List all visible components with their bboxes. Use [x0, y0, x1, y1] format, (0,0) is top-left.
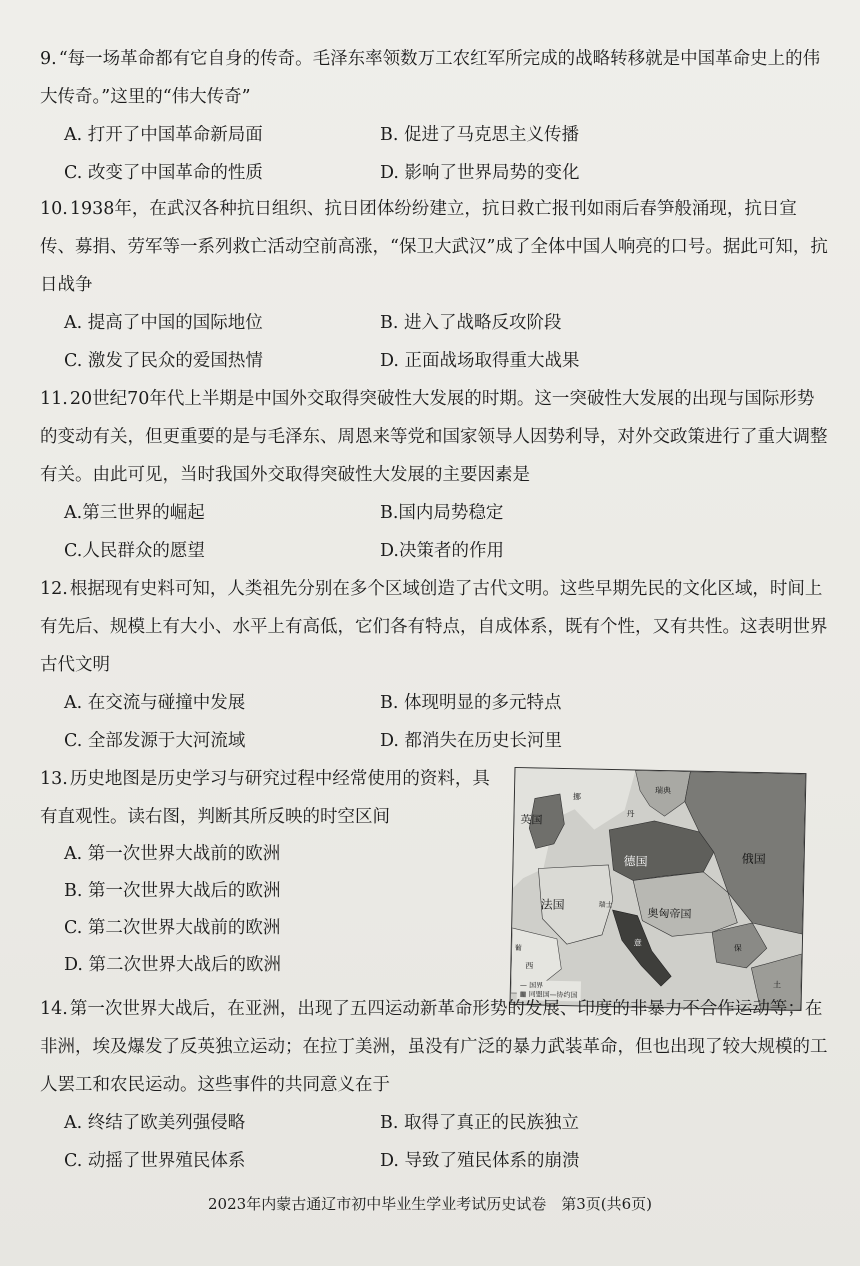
- question-stem: [40, 40, 830, 116]
- option-c[interactable]: C. 全部发源于大河流域: [64, 731, 246, 751]
- question-number: 14.: [40, 999, 68, 1019]
- question-text: 20世纪70年代上半期是中国外交取得突破性大发展的时期。这一突破性大发展的出现与国际形势的变动有关，但更重要的是与毛泽东、周恩来等党和国家领导人因势利导，对外交政策进行了重大调整有关。由此可见，当时我国外交取得突破性大发展的主要因素是: [40, 389, 828, 485]
- question-text: 1938年，在武汉各种抗日组织、抗日团体纷纷建立，抗日救亡报刊如雨后春笋般涌现，抗日宣传、募捐、劳军等一系列救亡活动空前高涨，“保卫大武汉”成了全体中国人响亮的口号。据此可知，抗日战争: [40, 199, 828, 295]
- option-a[interactable]: A. 终结了欧美列强侵略: [64, 1113, 246, 1133]
- map-legend-item: — 国界: [519, 981, 544, 990]
- map-label-spain: 西: [525, 961, 534, 971]
- question-number: 11.: [40, 389, 68, 409]
- map-label-portugal: 葡: [514, 944, 522, 953]
- map-label-balkan: 保: [733, 943, 742, 953]
- option-a[interactable]: A. 打开了中国革命新局面: [64, 125, 263, 145]
- question-number: 9.: [40, 49, 57, 69]
- map-legend-label: 国界: [529, 981, 544, 990]
- option-a[interactable]: A.第三世界的崛起: [64, 503, 205, 523]
- option-b[interactable]: B. 进入了战略反攻阶段: [380, 313, 562, 333]
- option-c[interactable]: C. 第二次世界大战前的欧洲: [64, 918, 281, 938]
- map-label-uk: 英国: [520, 813, 543, 827]
- question-stem: [40, 570, 830, 684]
- option-c[interactable]: C. 激发了民众的爱国热情: [64, 351, 263, 371]
- page-footer: 2023年内蒙古通辽市初中毕业生学业考试历史试卷 第3页(共6页): [208, 1195, 652, 1213]
- question-text: “每一场革命都有它自身的传奇。毛泽东率领数万工农红军所完成的战略转移就是中国革命史上的伟大传奇。”这里的“伟大传奇”: [40, 49, 821, 107]
- option-a[interactable]: A. 提高了中国的国际地位: [64, 313, 263, 333]
- question-number: 12.: [40, 579, 68, 599]
- question-stem: [40, 380, 830, 494]
- question-number: 13.: [40, 769, 68, 789]
- map-legend-item: ▦ 同盟国—协约国: [519, 990, 578, 1000]
- question-14: [40, 990, 830, 1180]
- question-11: [40, 380, 830, 570]
- question-text: 根据现有史料可知，人类祖先分别在多个区域创造了古代文明。这些早期先民的文化区域，时间上有先后、规模上有大小、水平上有高低，它们各有特点，自成体系，既有个性，又有共性。这表明世界古代文明: [40, 579, 828, 675]
- option-c[interactable]: C. 动摇了世界殖民体系: [64, 1151, 246, 1171]
- option-d[interactable]: D. 正面战场取得重大战果: [380, 351, 580, 371]
- map-label-denmark: 丹: [626, 809, 635, 819]
- option-b[interactable]: B. 第一次世界大战后的欧洲: [64, 881, 281, 901]
- option-d[interactable]: D. 导致了殖民体系的崩溃: [380, 1151, 580, 1171]
- map-label-sweden: 瑞典: [654, 785, 672, 796]
- europe-map: [510, 767, 807, 1011]
- question-9: [40, 40, 830, 192]
- option-d[interactable]: D. 影响了世界局势的变化: [380, 163, 580, 183]
- options: [40, 1104, 830, 1180]
- option-b[interactable]: B. 体现明显的多元特点: [380, 693, 562, 713]
- map-label-austria: 奥匈帝国: [647, 906, 692, 921]
- option-d[interactable]: D. 第二次世界大战后的欧洲: [64, 955, 282, 975]
- option-b[interactable]: B. 促进了马克思主义传播: [380, 125, 579, 145]
- option-a[interactable]: A. 在交流与碰撞中发展: [64, 693, 246, 713]
- question-number: 10.: [40, 199, 68, 219]
- map-label-germany: 德国: [623, 854, 648, 869]
- question-stem: [40, 190, 830, 304]
- map-label-italy: 意: [633, 938, 642, 948]
- option-d[interactable]: D. 都消失在历史长河里: [380, 731, 563, 751]
- question-text: 第一次世界大战后，在亚洲，出现了五四运动新革命形势的发展、印度的非暴力不合作运动等；在非洲，埃及爆发了反英独立运动；在拉丁美洲，虽没有广泛的暴力武装革命，但也出现了较大规模的工人罢工和农民运动。这些事件的共同意义在于: [40, 999, 828, 1095]
- option-b[interactable]: B. 取得了真正的民族独立: [380, 1113, 579, 1133]
- options: [40, 116, 830, 192]
- question-10: [40, 190, 830, 380]
- map-graphic: [511, 768, 806, 1010]
- option-d[interactable]: D.决策者的作用: [380, 541, 504, 561]
- map-legend-label: 同盟国—协约国: [528, 990, 578, 1000]
- map-label-ottoman: 土: [772, 980, 782, 990]
- options: [40, 304, 830, 380]
- question-12: [40, 570, 830, 760]
- option-b[interactable]: B.国内局势稳定: [380, 503, 504, 523]
- options: [40, 684, 830, 760]
- map-label-france: 法国: [540, 897, 565, 913]
- options: [40, 494, 830, 570]
- map-label-norway: 挪: [572, 792, 582, 802]
- option-c[interactable]: C. 改变了中国革命的性质: [64, 163, 263, 183]
- question-stem: [40, 990, 830, 1104]
- map-label-russia: 俄国: [741, 851, 766, 867]
- question-stem: [40, 760, 490, 836]
- option-a[interactable]: A. 第一次世界大战前的欧洲: [64, 844, 281, 864]
- option-c[interactable]: C.人民群众的愿望: [64, 541, 205, 561]
- question-text: 历史地图是历史学习与研究过程中经常使用的资料，具有直观性。读右图，判断其所反映的时空区间: [40, 769, 490, 827]
- map-label-swiss: 瑞士: [598, 900, 613, 910]
